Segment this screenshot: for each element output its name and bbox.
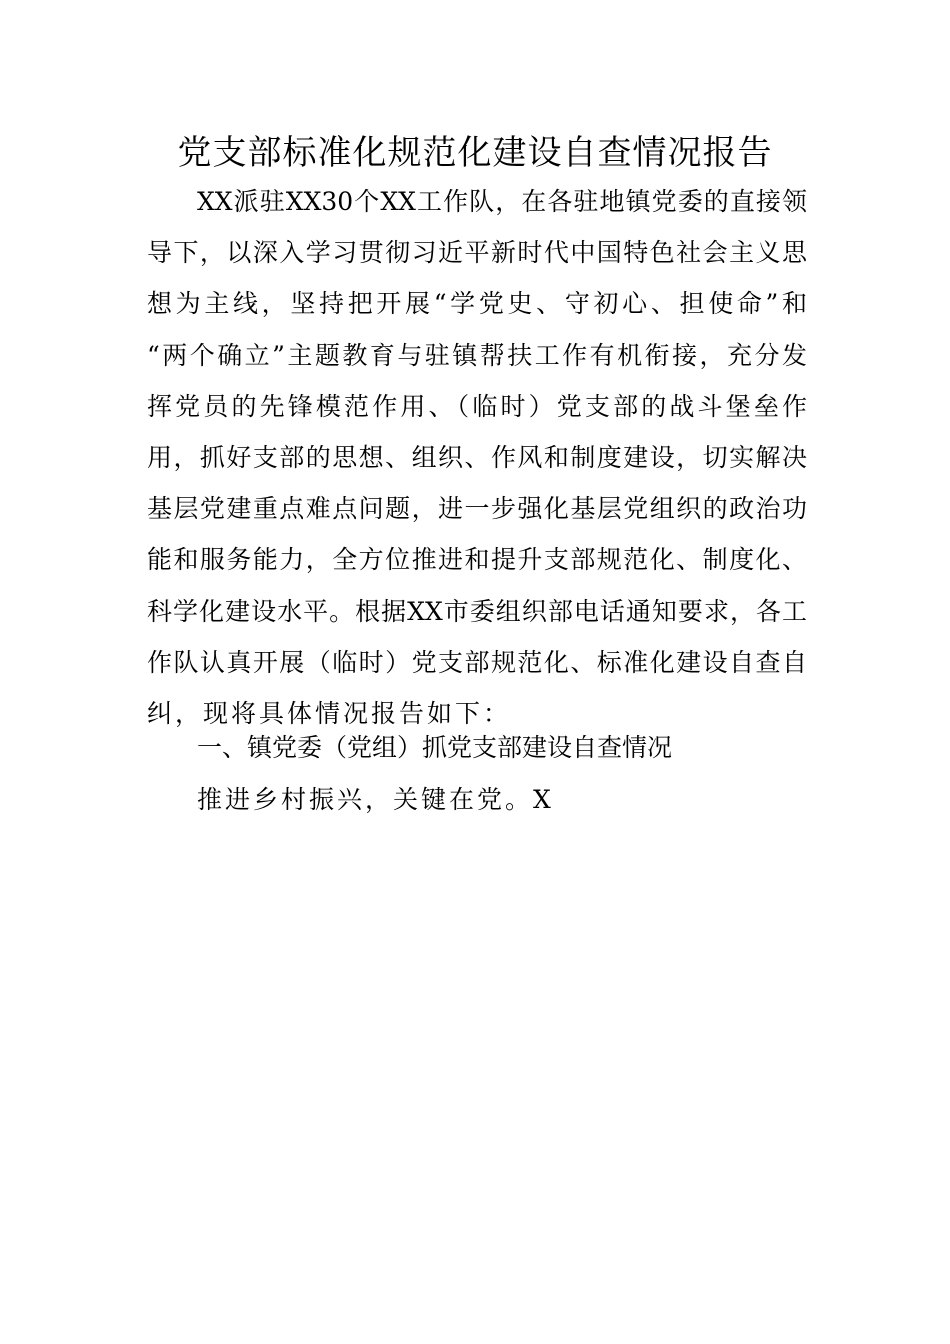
- document-title: 党支部标准化规范化建设自查情况报告: [177, 133, 773, 173]
- section-heading: 一、镇党委（党组）抓党支部建设自查情况: [197, 733, 673, 762]
- paragraph-line: 科学化建设水平。根据XX市委组织部电话通知要求，各工: [147, 596, 807, 626]
- paragraph-line: 纠，现将具体情况报告如下：: [147, 698, 512, 728]
- paragraph-line: 挥党员的先锋模范作用、（临时）党支部的战斗堡垒作: [147, 391, 807, 421]
- section-paragraph: 推进乡村振兴，关键在党。X: [197, 785, 554, 814]
- paragraph-line: “两个确立”主题教育与驻镇帮扶工作有机衔接，充分发: [147, 340, 807, 370]
- paragraph-line: 能和服务能力，全方位推进和提升支部规范化、制度化、: [147, 545, 807, 575]
- paragraph-line: 用，抓好支部的思想、组织、作风和制度建设，切实解决: [147, 442, 807, 472]
- intro-paragraph: [147, 176, 807, 739]
- paragraph-line: 导下，以深入学习贯彻习近平新时代中国特色社会主义思: [147, 238, 807, 268]
- paragraph-line: 作队认真开展（临时）党支部规范化、标准化建设自查自: [147, 647, 807, 677]
- paragraph-line: XX派驻XX30个XX工作队，在各驻地镇党委的直接领: [197, 187, 807, 216]
- paragraph-line: 想为主线，坚持把开展“学党史、守初心、担使命”和: [147, 289, 807, 319]
- paragraph-line: 基层党建重点难点问题，进一步强化基层党组织的政治功: [147, 494, 807, 524]
